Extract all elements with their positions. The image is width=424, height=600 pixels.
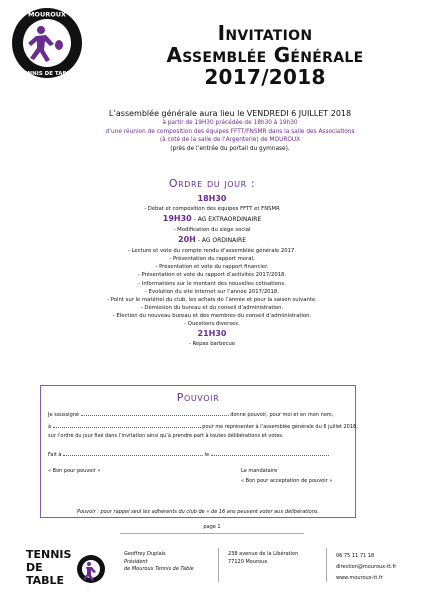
agenda-time: 21H30 <box>197 329 227 339</box>
footer-club-name: de Mouroux Tennis de Table <box>124 566 194 572</box>
footer-address-street: 238 avenue de la Libération <box>228 551 299 557</box>
agenda-item: - Point sur le matériel du club, les achats de l’année et pour la saison suivante. <box>107 296 317 303</box>
agenda-item: - Election du nouveau bureau et des membres du conseil d’administration. <box>112 312 312 319</box>
agenda-block <box>20 226 404 234</box>
title-line-2: Assemblée Générale <box>166 43 364 67</box>
bon-pour-pouvoir: « Bon pour pouvoir » <box>48 468 101 474</box>
footer-logo-text-2: DE <box>26 561 43 574</box>
pouvoir-note: Pouvoir : pour rappel seul les adhérents du club de « de 16 ans peuvent voter aux délibérations. <box>76 509 320 515</box>
agenda-block <box>20 340 404 348</box>
agenda-item: - Lecture et vote du compte rendu d’assemblée générale 2017. <box>127 248 297 255</box>
agenda-item: - Présentation et vote du rapport d’activités 2017/2018. <box>137 272 287 279</box>
name-field[interactable] <box>81 410 229 416</box>
pouvoir-label: à <box>48 424 52 430</box>
mandataire-label: Le mandataire <box>241 468 278 474</box>
intro-sub-1: à partir de 19H30 précédée de 18h30 à 19h30 <box>162 120 298 126</box>
bon-pour-acceptation: « Bon pour acceptation de pouvoir » <box>241 478 333 484</box>
intro-block <box>40 108 420 153</box>
logo-bottom-text: TENNIS DE TABLE <box>20 71 74 77</box>
agenda-session-label: - AG ORDINAIRE <box>195 237 246 245</box>
date-field[interactable] <box>211 450 329 456</box>
page-number: page 1 <box>203 524 221 530</box>
agenda-time: 18H30 <box>197 194 227 203</box>
agenda-block <box>20 247 404 328</box>
place-field[interactable] <box>63 450 203 456</box>
footer-address <box>228 551 298 566</box>
pouvoir-line-2 <box>48 422 358 431</box>
footer-president-name: Geoffrey Duplais <box>124 551 166 557</box>
le-label: le <box>204 452 210 458</box>
pouvoir-fait-line <box>48 450 329 459</box>
footer-phone: 06 75 11 71 18 <box>336 553 375 559</box>
ordre-title: Ordre du jour : <box>168 177 256 190</box>
pouvoir-box <box>40 385 356 518</box>
title-line-1: Invitation <box>217 21 313 45</box>
agenda-time-value: 20H <box>178 235 196 245</box>
pouvoir-label: donne pouvoir, pour moi et en mon nom, <box>230 412 334 418</box>
intro-sub-4: (près de l’entrée du portail du gymnase). <box>170 145 290 152</box>
title-line-3: 2017/2018 <box>204 65 326 89</box>
logo-top-text: MOUROUX <box>27 10 67 19</box>
footer-contact <box>336 551 396 584</box>
intro-main: L’assemblée générale aura lieu le VENDREDI 6 JUILLET 2018 <box>108 109 352 118</box>
agenda-item: - Démission du bureau et du conseil d’administration. <box>140 304 284 311</box>
pouvoir-label: pour me représenter à l’assemblée générale du 6 juillet 2018, <box>202 424 358 430</box>
title-block <box>140 22 390 88</box>
agenda-item: - Questions diverses. <box>184 321 240 328</box>
agenda-item: - Evolution du site internet sur l’année 2017/2018. <box>145 288 279 295</box>
agenda-item: - Informations sur le montant des nouvelles cotisations. <box>138 280 286 287</box>
agenda-item: - Présentation et vote du rapport financier. <box>155 264 269 271</box>
agenda-time <box>20 234 404 247</box>
pouvoir-line-3: sur l’ordre du jour fixé dans l’invitation ainsi qu’à prendre part à toutes délibérations et votes. <box>48 433 284 439</box>
pouvoir-line-1 <box>48 410 333 419</box>
footer-logo-text-1: TENNIS <box>26 548 72 561</box>
footer-email-link[interactable]: direction@mouroux-tt.fr <box>336 564 397 570</box>
footer-logo <box>24 545 110 593</box>
agenda-item: - Débat et composition des équipes FFTT et FNSMR <box>144 206 280 212</box>
proxy-name-field[interactable] <box>53 422 201 428</box>
pouvoir-title: Pouvoir <box>176 391 220 404</box>
agenda-item: - Modification du siège social <box>173 227 251 234</box>
footer-president <box>124 551 194 574</box>
footer-separator <box>218 548 219 582</box>
footer-separator <box>326 548 327 582</box>
footer-website-link[interactable]: www.mouroux-tt.fr <box>336 575 383 581</box>
footer-logo-text-3: TABLE <box>26 574 65 587</box>
fait-label: Fait à <box>48 452 62 458</box>
agenda-session-label: - AG EXTRAORDINAIRE <box>191 216 262 224</box>
footer-president-role: Président <box>124 558 148 565</box>
agenda-time <box>20 213 404 226</box>
agenda-item: - Présentation du rapport moral. <box>169 256 255 263</box>
club-logo <box>10 6 84 80</box>
agenda-time-value: 19H30 <box>162 214 192 224</box>
agenda-item: - Repas barbecue <box>188 341 236 348</box>
footer-address-city: 77120 Mouroux <box>228 558 268 565</box>
intro-sub-2: d’une réunion de composition des équipes FFTT/FNSMR dans la salle des Associations <box>105 128 355 135</box>
pouvoir-label: Je soussigné <box>48 412 79 418</box>
divider <box>120 533 304 534</box>
intro-sub-3: (à coté de la salle de l’Argenterie) de MOUROUX <box>159 137 301 143</box>
agenda-block <box>20 205 404 213</box>
agenda <box>20 193 404 348</box>
